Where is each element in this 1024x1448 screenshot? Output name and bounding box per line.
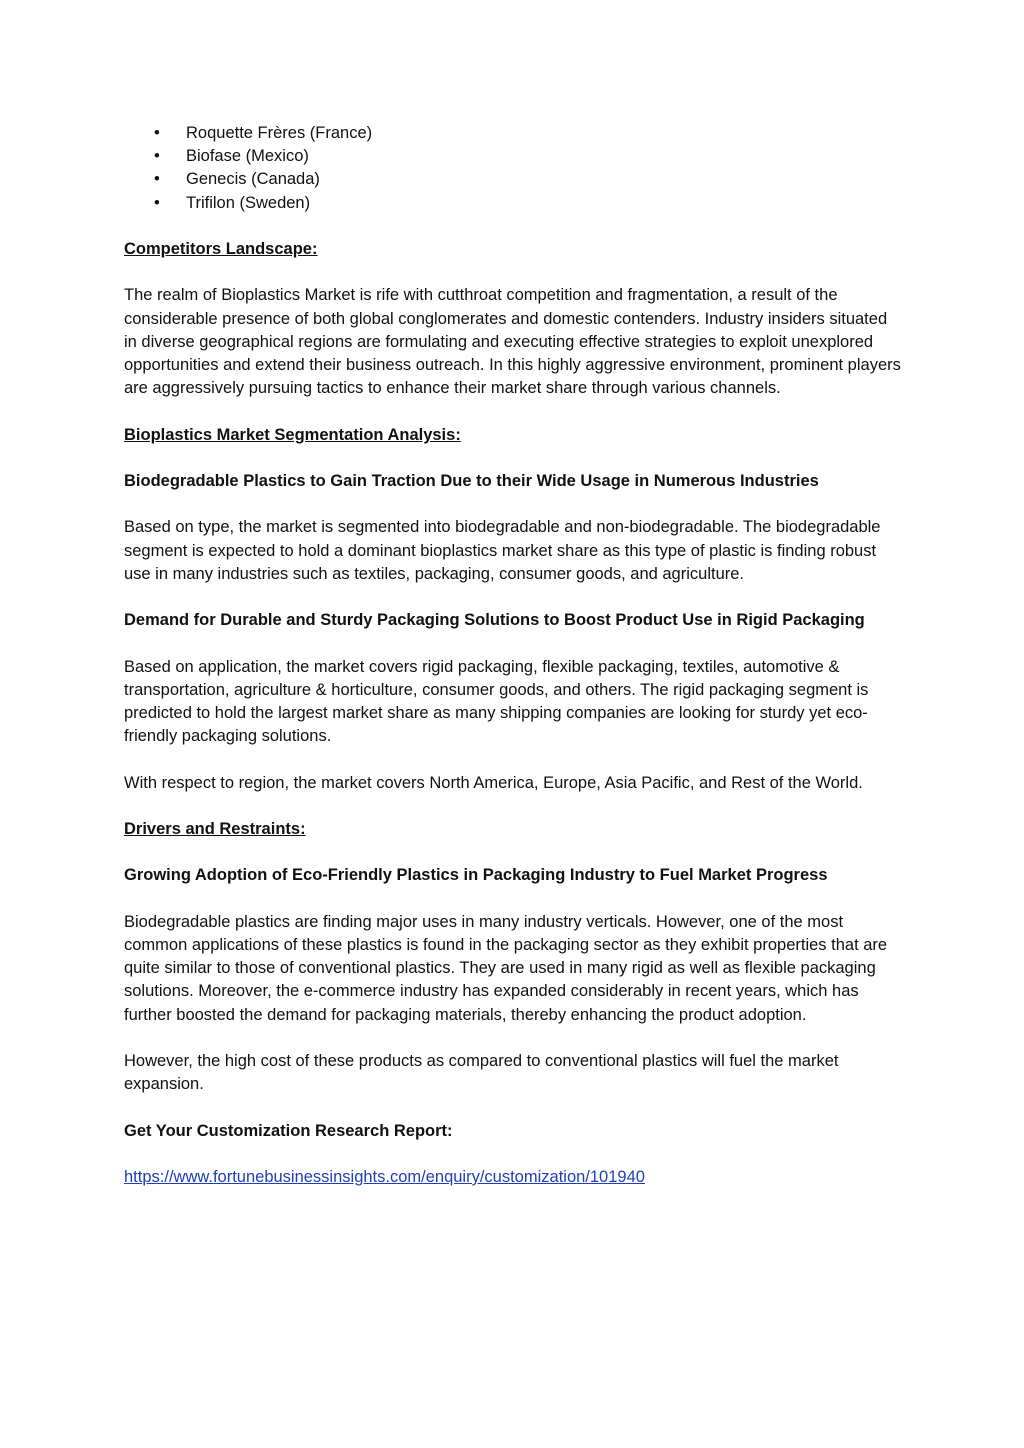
list-item: • Roquette Frères (France) [124,122,904,145]
document-body [124,122,904,1189]
company-list [124,122,904,215]
drivers-heading: Drivers and Restraints: [124,819,306,838]
customization-heading: Get Your Customization Research Report: [124,1121,453,1140]
list-item: • Biofase (Mexico) [124,145,904,168]
drivers-paragraph: Biodegradable plastics are finding major uses in many industry verticals. However, one of the most common applications of these plastics is found in the packaging sector as they exhibit properties that are quite similar to those of conventional plastics. They are used in many rigid as well as flexible packaging solutions. Moreover, the e-commerce industry has expanded considerably in recent years, which has further boosted the demand for packaging materials, thereby enhancing the product adoption. [124,912,888,1024]
list-item: • Trifilon (Sweden) [124,192,904,215]
segmentation-subheading-type: Biodegradable Plastics to Gain Traction Due to their Wide Usage in Numerous Industries [124,471,819,490]
segmentation-region-paragraph: With respect to region, the market covers North America, Europe, Asia Pacific, and Rest of the World. [124,773,863,792]
segmentation-application-paragraph: Based on application, the market covers rigid packaging, flexible packaging, textiles, automotive & transportation, agriculture & horticulture, consumer goods, and others. The rigid packaging segment is predicted to hold the largest market share as many shipping companies are looking for sturdy yet eco-friendly packaging solutions. [124,657,869,746]
customization-link[interactable]: https://www.fortunebusinessinsights.com/enquiry/customization/101940 [124,1167,645,1186]
bullet-icon: • [154,193,160,212]
segmentation-subheading-application: Demand for Durable and Sturdy Packaging Solutions to Boost Product Use in Rigid Packaging [124,611,865,630]
competitors-paragraph: The realm of Bioplastics Market is rife with cutthroat competition and fragmentation, a result of the considerable presence of both global conglomerates and domestic contenders. Industry insiders situated in diverse geographical regions are formulating and executing effective strategies to exploit unexplored opportunities and extend their business outreach. In this highly aggressive environment, prominent players are aggressively pursuing tactics to enhance their market share through various channels. [124,286,901,398]
bullet-icon: • [154,147,160,166]
customization-link-line [124,1166,904,1189]
competitors-heading: Competitors Landscape: [124,240,318,258]
bullet-icon: • [154,170,160,189]
segmentation-type-paragraph: Based on type, the market is segmented into biodegradable and non-biodegradable. The biodegradable segment is expected to hold a dominant bioplastics market share as this type of plastic is finding robust use in many industries such as textiles, packaging, consumer goods, and agriculture. [124,518,881,583]
segmentation-heading: Bioplastics Market Segmentation Analysis: [124,425,461,444]
drivers-subheading: Growing Adoption of Eco-Friendly Plastics in Packaging Industry to Fuel Market Progress [124,866,828,885]
list-item: • Genecis (Canada) [124,168,904,191]
restraints-paragraph: However, the high cost of these products as compared to conventional plastics will fuel the market expansion. [124,1051,839,1094]
bullet-icon: • [154,124,160,142]
